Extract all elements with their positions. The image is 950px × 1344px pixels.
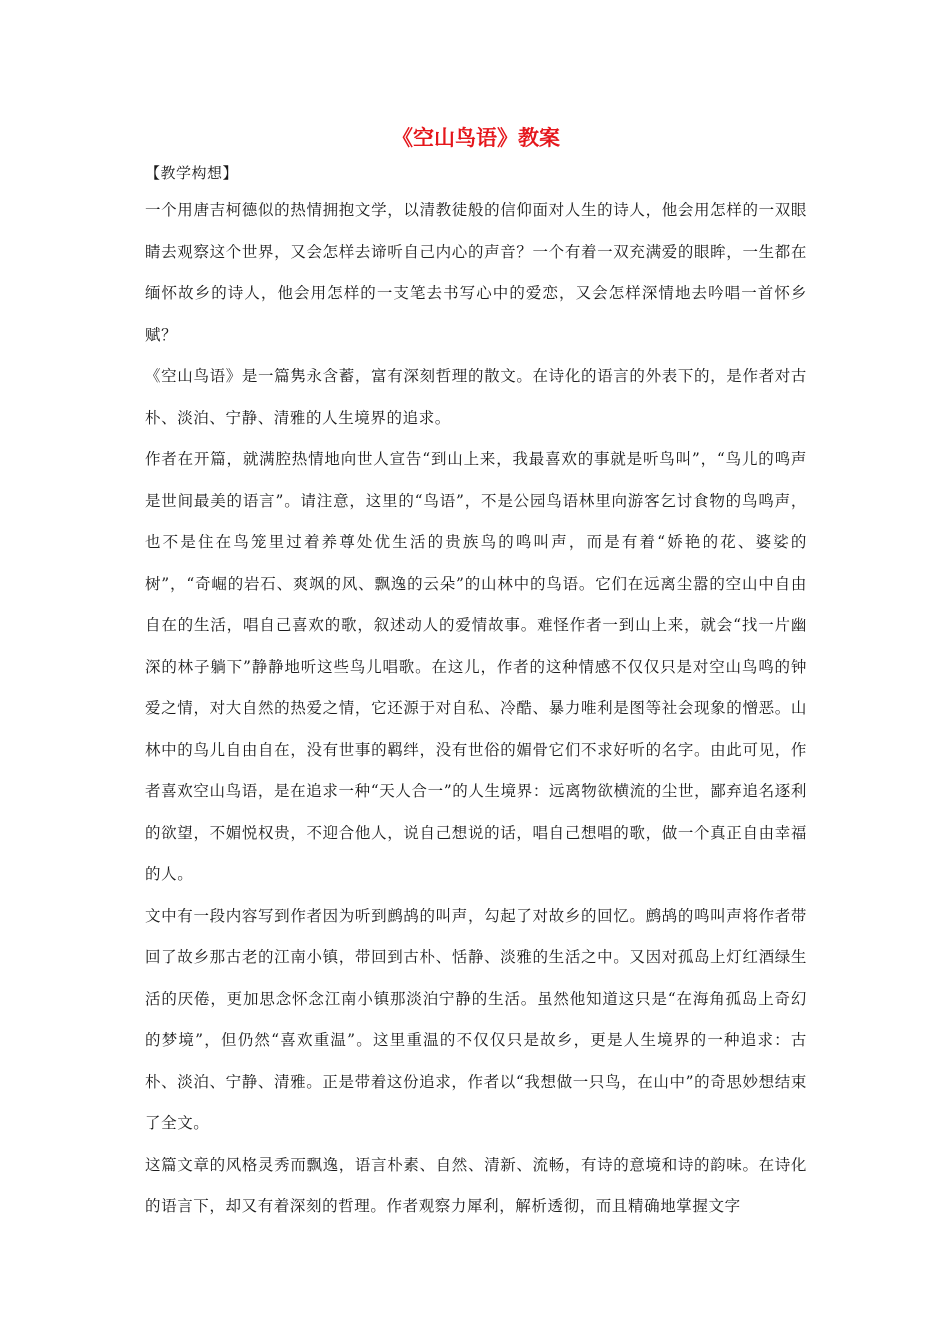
document-page <box>145 118 807 1228</box>
document-title: 《空山鸟语》教案 <box>392 126 560 150</box>
paragraph-intro: 一个用唐吉柯德似的热情拥抱文学，以清教徒般的信仰面对人生的诗人，他会用怎样的一双眼睛去观察这个世界，又会怎样去谛听自己内心的声音？一个有着一双充满爱的眼眸，一生都在缅怀故乡的诗人，他会用怎样的一支笔去书写心中的爱恋，又会怎样深情地去吟唱一首怀乡赋？ <box>145 201 807 344</box>
paragraph-hometown: 文中有一段内容写到作者因为听到鹧鸪的叫声，勾起了对故乡的回忆。鹧鸪的鸣叫声将作者带回了故乡那古老的江南小镇，带回到古朴、恬静、淡雅的生活之中。又因对孤岛上灯红酒绿生活的厌倦，更加思念怀念江南小镇那淡泊宁静的生活。虽然他知道这只是“在海角孤岛上奇幻的梦境”，但仍然“喜欢重温”。这里重温的不仅仅只是故乡，更是人生境界的一种追求：古朴、淡泊、宁静、清雅。正是带着这份追求，作者以“我想做一只鸟，在山中”的奇思妙想结束了全文。 <box>145 906 807 1132</box>
paragraph-summary: 《空山鸟语》是一篇隽永含蓄，富有深刻哲理的散文。在诗化的语言的外表下的，是作者对古朴、淡泊、宁静、清雅的人生境界的追求。 <box>145 367 807 427</box>
section-heading: 【教学构想】 <box>145 164 239 182</box>
paragraph-style: 这篇文章的风格灵秀而飘逸，语言朴素、自然、清新、流畅，有诗的意境和诗的韵味。在诗化的语言下，却又有着深刻的哲理。作者观察力犀利，解析透彻，而且精确地掌握文字 <box>145 1155 807 1215</box>
paragraph-bird-song: 作者在开篇，就满腔热情地向世人宣告“到山上来，我最喜欢的事就是听鸟叫”，“鸟儿的鸣声是世间最美的语言”。请注意，这里的“鸟语”，不是公园鸟语林里向游客乞讨食物的鸟鸣声，也不是住在鸟笼里过着养尊处优生活的贵族鸟的鸣叫声，而是有着“娇艳的花、婆娑的树”，“奇崛的岩石、爽飒的风、飘逸的云朵”的山林中的鸟语。它们在远离尘嚣的空山中自由自在的生活，唱自己喜欢的歌，叙述动人的爱情故事。难怪作者一到山上来，就会“找一片幽深的林子躺下”静静地听这些鸟儿唱歌。在这儿，作者的这种情感不仅仅只是对空山鸟鸣的钟爱之情，对大自然的热爱之情，它还源于对自私、冷酷、暴力唯利是图等社会现象的憎恶。山林中的鸟儿自由自在，没有世事的羁绊，没有世俗的媚骨它们不求好听的名字。由此可见，作者喜欢空山鸟语，是在追求一种“天人合一”的人生境界：远离物欲横流的尘世，鄙弃追名逐利的欲望，不媚悦权贵，不迎合他人，说自己想说的话，唱自己想唱的歌，做一个真正自由幸福的人。 <box>145 450 807 883</box>
